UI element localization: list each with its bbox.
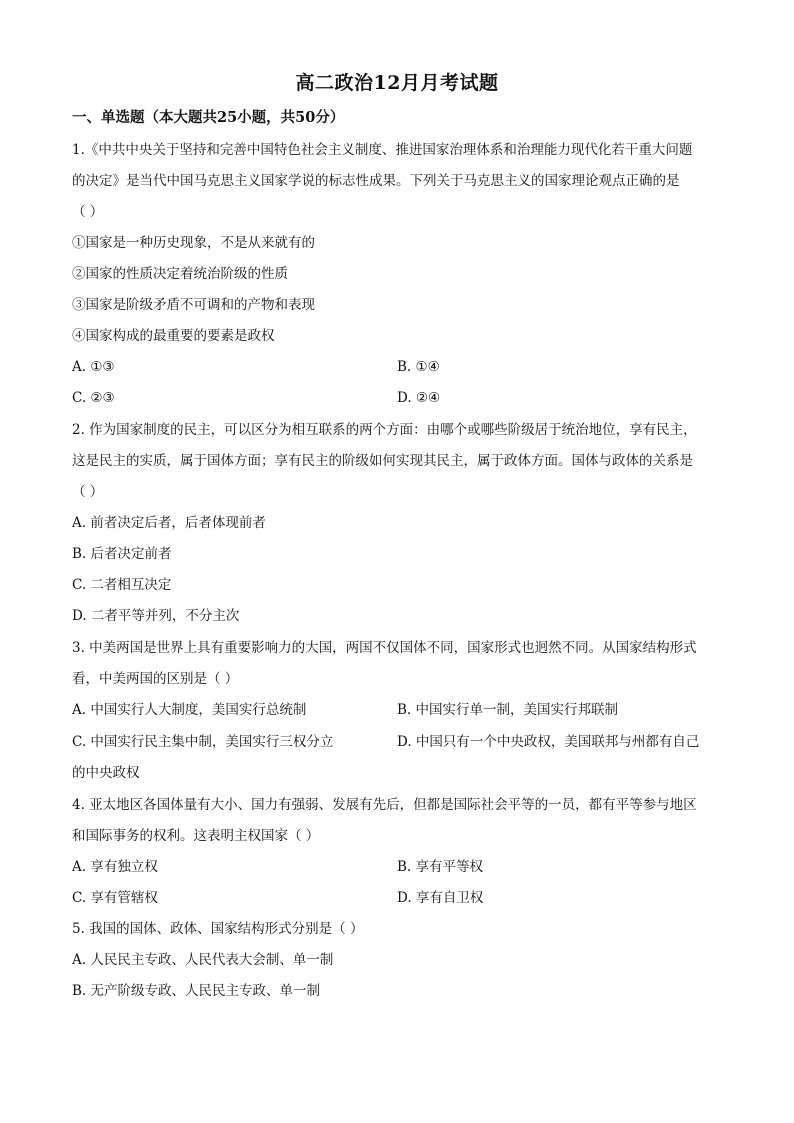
q1-statement-2: ②国家的性质决定着统治阶级的性质 bbox=[72, 266, 288, 282]
q4-option-b: B. 享有平等权 bbox=[397, 859, 484, 875]
q4-stem-line1: 4. 亚太地区各国体量有大小、国力有强弱、发展有先后，但都是国际社会平等的一员，都有平等参与地区 bbox=[72, 797, 697, 813]
q4-stem-line2: 和国际事务的权利。这表明主权国家（ ） bbox=[72, 828, 320, 844]
q3-stem-line2: 看，中美两国的区别是（ ） bbox=[72, 671, 239, 687]
q1-statement-4: ④国家构成的最重要的要素是政权 bbox=[72, 328, 275, 344]
q5-stem-line1: 5. 我国的国体、政体、国家结构形式分别是（ ） bbox=[72, 921, 364, 937]
q5-option-a: A. 人民民主专政、人民代表大会制、单一制 bbox=[72, 952, 334, 968]
q1-stem-line1: 1.《中共中央关于坚持和完善中国特色社会主义制度、推进国家治理体系和治理能力现代化若干重大问题 bbox=[72, 142, 693, 158]
q1-statement-3: ③国家是阶级矛盾不可调和的产物和表现 bbox=[72, 297, 315, 313]
q4-option-a: A. 享有独立权 bbox=[72, 859, 158, 875]
q1-stem-line2: 的决定》是当代中国马克思主义国家学说的标志性成果。下列关于马克思主义的国家理论观点正确的是 bbox=[72, 173, 680, 189]
q1-option-c: C. ②③ bbox=[72, 390, 115, 406]
q3-stem-line1: 3. 中美两国是世界上具有重要影响力的大国，两国不仅国体不同，国家形式也迥然不同。从国家结构形式 bbox=[72, 640, 697, 656]
q2-option-c: C. 二者相互决定 bbox=[72, 577, 172, 593]
q3-option-c: C. 中国实行民主集中制，美国实行三权分立 bbox=[72, 734, 334, 750]
section-heading: 一、单选题（本大题共25小题，共50分） bbox=[72, 109, 345, 126]
q3-option-a: A. 中国实行人大制度，美国实行总统制 bbox=[72, 702, 307, 718]
q4-option-d: D. 享有自卫权 bbox=[397, 890, 484, 906]
q4-option-c: C. 享有管辖权 bbox=[72, 890, 158, 906]
page-title: 高二政治12月月考试题 bbox=[295, 72, 499, 94]
q2-stem-line2: 这是民主的实质，属于国体方面；享有民主的阶级如何实现其民主，属于政体方面。国体与政体的关系是 bbox=[72, 453, 693, 469]
q1-statement-1: ①国家是一种历史现象，不是从来就有的 bbox=[72, 235, 315, 251]
q1-blank: （ ） bbox=[72, 204, 104, 220]
q2-option-a: A. 前者决定后者，后者体现前者 bbox=[72, 515, 266, 531]
q2-blank: （ ） bbox=[72, 484, 104, 500]
q2-option-b: B. 后者决定前者 bbox=[72, 546, 172, 562]
q3-option-d: D. 中国只有一个中央政权，美国联邦与州都有自己 bbox=[397, 734, 700, 750]
q1-option-a: A. ①③ bbox=[72, 359, 115, 375]
q3-option-b: B. 中国实行单一制，美国实行邦联制 bbox=[397, 702, 619, 718]
q1-option-b: B. ①④ bbox=[397, 359, 440, 375]
q2-option-d: D. 二者平等并列，不分主次 bbox=[72, 608, 240, 624]
q3-option-d-continued: 的中央政权 bbox=[72, 765, 140, 781]
q1-option-d: D. ②④ bbox=[397, 390, 441, 406]
q2-stem-line1: 2. 作为国家制度的民主，可以区分为相互联系的两个方面：由哪个或哪些阶级居于统治地位，享有民主， bbox=[72, 422, 697, 438]
q5-option-b: B. 无产阶级专政、人民民主专政、单一制 bbox=[72, 983, 321, 999]
